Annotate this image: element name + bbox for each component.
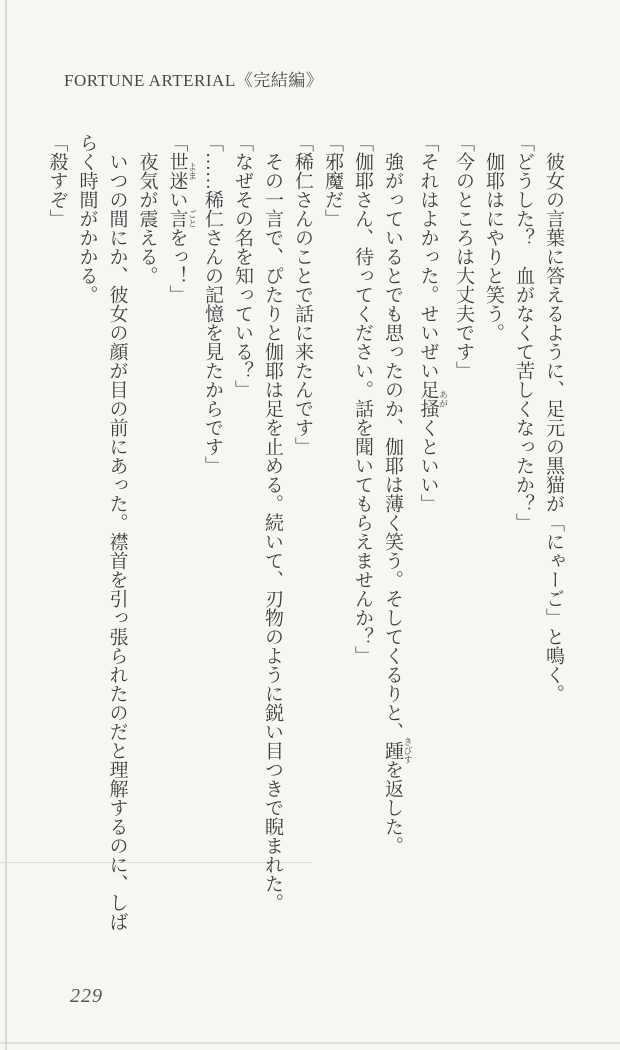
paragraph: その一言で、ぴたりと伽耶は足を止める。続いて、刃物のように鋭い目つきで睨まれた。 <box>262 152 283 912</box>
paragraph: 「それはよかった。せいぜい足掻 あがくといい」 <box>417 133 448 513</box>
novel-text-block <box>48 133 568 933</box>
paragraph: 「世迷 よまい言 ごとをっ！」 <box>166 133 197 304</box>
page-number: 229 <box>70 985 103 1007</box>
paragraph: いつの間にか、彼女の顔が目の前にあった。襟首を引っ張られたのだと理解するのに、しばらく時間がかかる。 <box>76 133 128 931</box>
paragraph: 「稀仁さんのことで話に来たんです」 <box>292 133 313 456</box>
running-header: FORTUNE ARTERIAL《完結編》 <box>64 71 324 90</box>
paragraph: 伽耶はにやりと笑う。 <box>483 152 504 342</box>
paragraph: 「邪魔だ」 <box>322 133 343 228</box>
paragraph: 「今のところは大丈夫です」 <box>453 133 474 380</box>
paragraph: 「伽耶さん、待ってください。話を聞いてもらえませんか？」 <box>352 133 373 665</box>
scan-edge-left <box>5 0 7 1050</box>
paragraph: 「殺すぞ」 <box>46 133 68 228</box>
paragraph: 「……稀仁さんの記憶を見たからです」 <box>202 133 223 475</box>
ruby-annotated-word: 世迷 よま <box>166 152 197 190</box>
paragraph: 夜気が震える。 <box>136 152 158 285</box>
paragraph: 「どうした？ 血がなくて苦しくなったか？」 <box>513 133 534 532</box>
paragraph: 「なぜその名を知っている？」 <box>232 133 253 399</box>
paragraph: 強がっているとでも思ったのか、伽耶は薄く笑う。そしてくるりと、踵 きびすを返した。 <box>382 152 413 855</box>
ruby-annotated-word: 言 ごと <box>166 209 197 228</box>
ruby-annotated-word: 足掻 あが <box>417 380 448 418</box>
paragraph: 彼女の言葉に答えるように、足元の黒猫が「にゃーご」と鳴く。 <box>543 152 564 703</box>
scan-edge-bottom <box>0 1042 620 1044</box>
ruby-annotated-word: 踵 きびす <box>382 737 413 764</box>
